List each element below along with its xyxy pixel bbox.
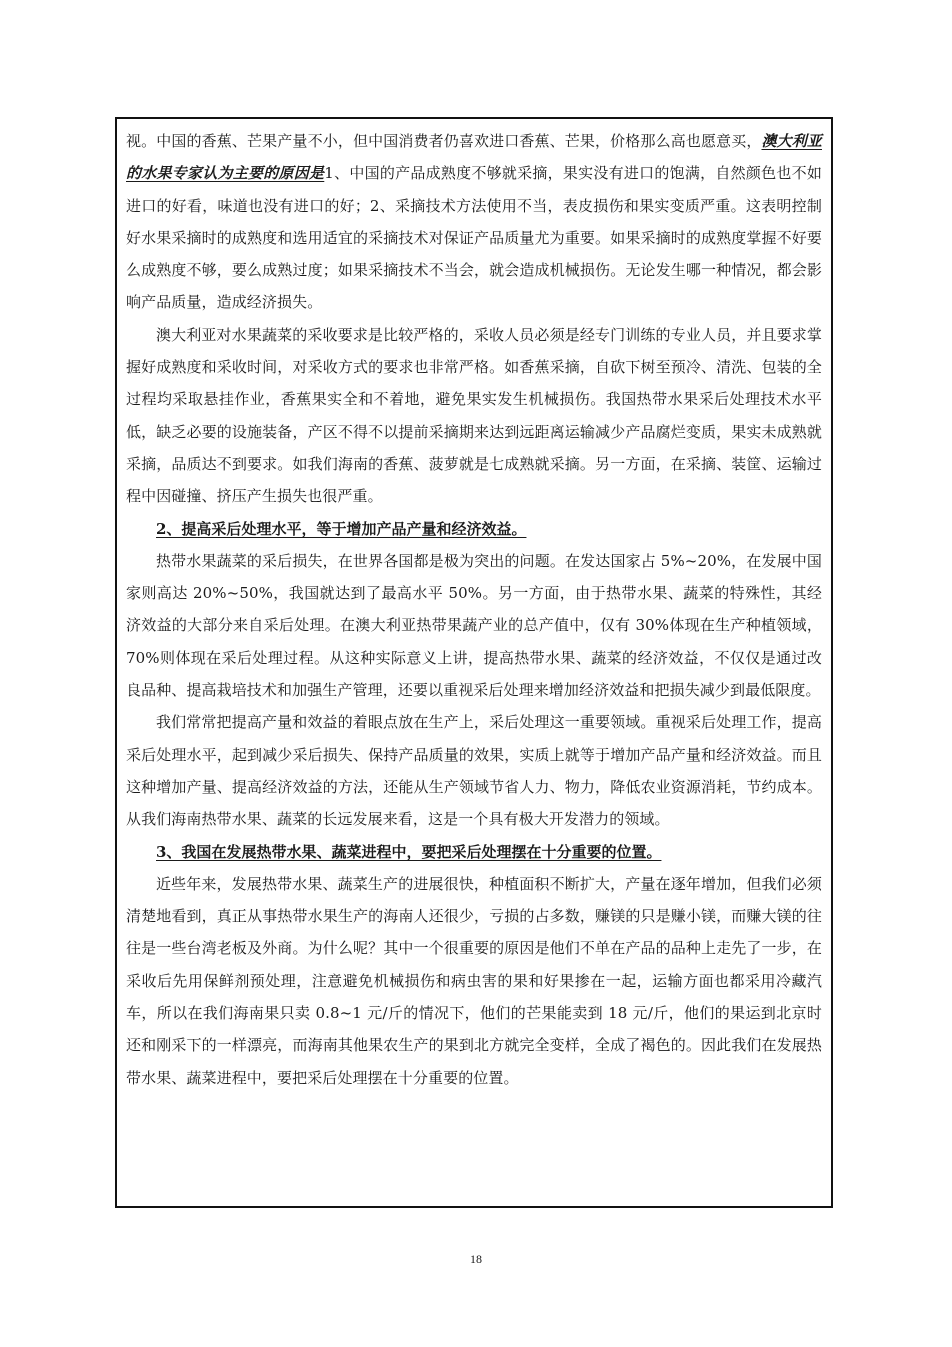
paragraph-5: 近些年来，发展热带水果、蔬菜生产的进展很快，种植面积不断扩大，产量在逐年增加，但我们必须清楚地看到，真正从事热带水果生产的海南人还很少，亏损的占多数，赚镁的只是赚小镁，而赚大镁的往往是一些台湾老板及外商。为什么呢？其中一个很重要的原因是他们不单在产品的品种上走先了一步，在采收后先用保鲜剂预处理，注意避免机械损伤和病虫害的果和好果掺在一起，运输方面也都采用冷藏汽车，所以在我们海南果只卖 0.8~1 元/斤的情况下，他们的芒果能卖到 18 元/斤，他们的果运到北京时还和刚采下的一样漂亮，而海南其他果农生产的果到北方就完全变样，全成了褐色的。因此我们在发展热带水果、蔬菜进程中，要把采后处理摆在十分重要的位置。 [126, 874, 822, 1087]
emphasis-phrase: 澳大利亚的水果专家认为主要的原因是 [126, 132, 822, 183]
content-frame [115, 117, 833, 1208]
paragraph-4: 我们常常把提高产量和效益的着眼点放在生产上，采后处理这一重要领域。重视采后处理工作，提高采后处理水平，起到减少采后损失、保持产品质量的效果，实质上就等于增加产品产量和经济效益。而且这种增加产量、提高经济效益的方法，还能从生产领域节省人力、物力，降低农业资源消耗，节约成本。从我们海南热带水果、蔬菜的长远发展来看，这是一个具有极大开发潜力的领域。 [126, 713, 822, 829]
paragraph-1-rest: 1、中国的产品成熟度不够就采摘，果实没有进口的饱满，自然颜色也不如进口的好看，味道也没有进口的好；2、采摘技术方法使用不当，表皮损伤和果实变质严重。这表明控制好水果采摘时的成熟度和选用适宜的采摘技术对保证产品质量尤为重要。如果采摘时的成熟度掌握不好要么成熟度不够，要么成熟过度；如果采摘技术不当会，就会造成机械损伤。无论发生哪一种情况，都会影响产品质量，造成经济损失。 [126, 164, 822, 312]
paragraph-1-start: 视。中国的香蕉、芒果产量不小，但中国消费者仍喜欢进口香蕉、芒果，价格那么高也愿意买， [126, 132, 762, 150]
page-number: 18 [470, 1252, 482, 1266]
paragraph-2: 澳大利亚对水果蔬菜的采收要求是比较严格的，采收人员必须是经专门训练的专业人员，并且要求掌握好成熟度和采收时间，对采收方式的要求也非常严格。如香蕉采摘，自砍下树至预冷、清洗、包装的全过程均采取悬挂作业，香蕉果实全和不着地，避免果实发生机械损伤。我国热带水果采后处理技术水平低，缺乏必要的设施装备，产区不得不以提前采摘期来达到远距离运输减少产品腐烂变质，果实未成熟就采摘，品质达不到要求。如我们海南的香蕉、菠萝就是七成熟就采摘。另一方面，在采摘、装筐、运输过程中因碰撞、挤压产生损失也很严重。 [126, 325, 822, 506]
section-heading-3 [126, 836, 822, 868]
section-heading-2 [126, 513, 822, 545]
paragraph-1 [126, 125, 822, 319]
section-heading-3-text: 3、我国在发展热带水果、蔬菜进程中，要把采后处理摆在十分重要的位置。 [156, 842, 662, 861]
paragraph-3: 热带水果蔬菜的采后损失，在世界各国都是极为突出的问题。在发达国家占 5%~20%，在发展中国家则高达 20%~50%，我国就达到了最高水平 50%。另一方面，由于热带水果、蔬菜的特殊性，其经济效益的大部分来自采后处理。在澳大利亚热带果蔬产业的总产值中，仅有 30%体现在生产种植领域，70%则体现在采后处理过程。从这种实际意义上讲，提高热带水果、蔬菜的经济效益，不仅仅是通过改良品种、提高栽培技术和加强生产管理，还要以重视采后处理来增加经济效益和把损失减少到最低限度。 [126, 551, 822, 700]
section-heading-2-text: 2、提高采后处理水平，等于增加产品产量和经济效益。 [156, 519, 527, 538]
